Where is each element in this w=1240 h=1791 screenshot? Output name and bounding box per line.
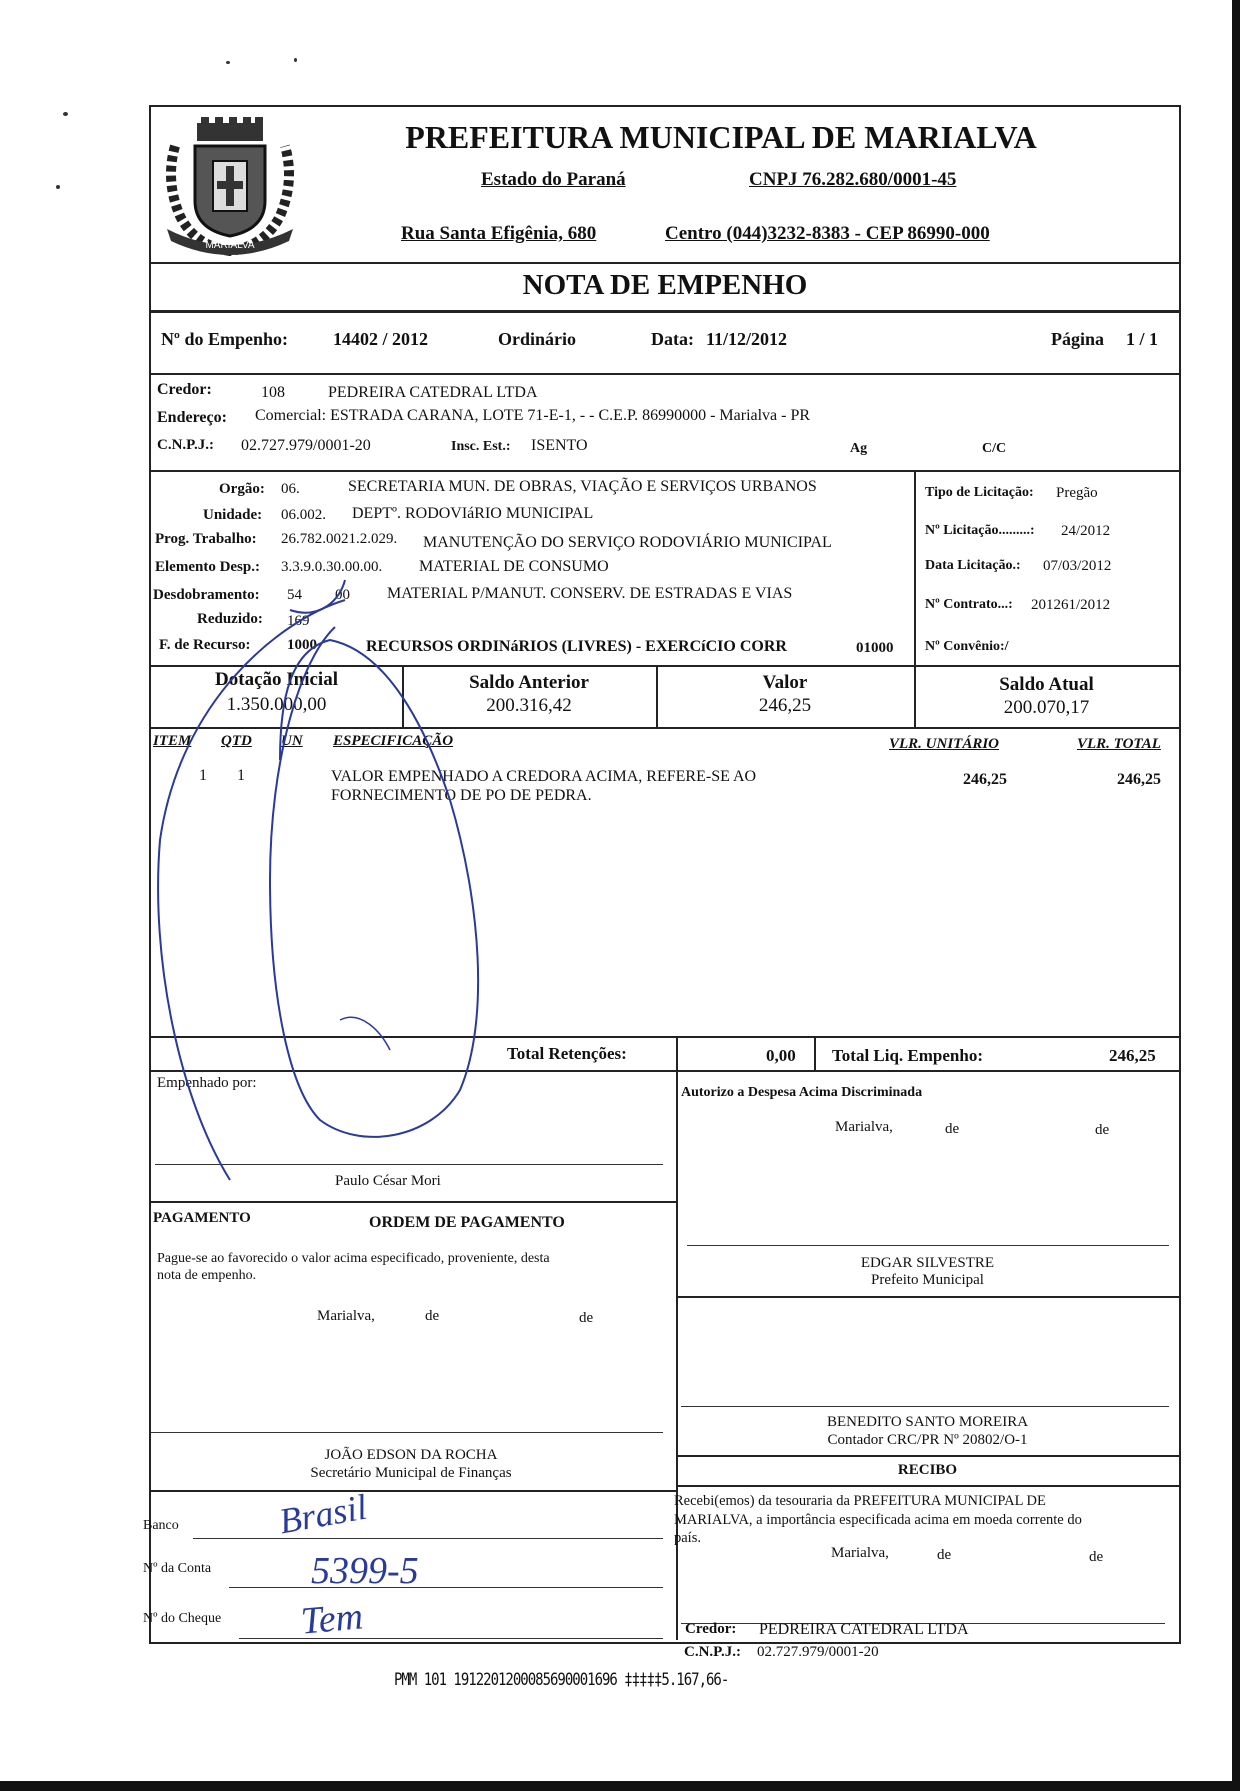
empenhado-name: Paulo César Mori	[335, 1173, 441, 1189]
prefeito-title: Prefeito Municipal	[871, 1272, 984, 1288]
insc-est-label: Insc. Est.:	[451, 439, 511, 454]
orgao-desc: SECRETARIA MUN. DE OBRAS, VIAÇÃO E SERVIÇOS URBANOS	[348, 478, 817, 495]
prog-trabalho-desc: MANUTENÇÃO DO SERVIÇO RODOVIÁRIO MUNICIPAL	[423, 534, 832, 551]
scan-speck	[63, 112, 68, 116]
recurso-label: F. de Recurso:	[159, 637, 251, 653]
total-liq-label: Total Liq. Empenho:	[832, 1046, 983, 1065]
unidade-code: 06.002.	[281, 507, 326, 523]
empenhado-label: Empenhado por:	[157, 1075, 257, 1091]
tipo-licitacao-value: Pregão	[1056, 485, 1098, 501]
elemento-desc: MATERIAL DE CONSUMO	[419, 558, 609, 575]
elemento-label: Elemento Desp.:	[155, 559, 260, 575]
page-title: PREFEITURA MUNICIPAL DE MARIALVA	[405, 119, 1037, 155]
empenho-number: 14402 / 2012	[333, 329, 429, 349]
recibo-city: Marialva,	[831, 1545, 889, 1561]
empenho-date: 11/12/2012	[706, 329, 788, 349]
coat-of-arms-icon	[155, 111, 305, 261]
desdobramento-sub: 00	[335, 587, 350, 603]
district-phone-cep: Centro (044)3232-8383 - CEP 86990-000	[665, 223, 990, 244]
scan-speck	[294, 58, 297, 62]
prefeitura-cnpj: CNPJ 76.282.680/0001-45	[749, 169, 957, 190]
cc-label: C/C	[982, 441, 1007, 456]
banco-label: Banco	[143, 1518, 179, 1533]
num-licitacao-value: 24/2012	[1061, 523, 1111, 539]
conta-label: Nº da Conta	[143, 1561, 212, 1576]
recibo-de-2: de	[1089, 1549, 1104, 1565]
tipo-licitacao-label: Tipo de Licitação:	[925, 485, 1034, 500]
total-liq-value: 246,25	[1109, 1046, 1156, 1065]
retencoes-label: Total Retenções:	[507, 1044, 627, 1063]
dotacao-label: Dotação Inicial	[215, 669, 338, 690]
handwritten-conta: 5399-5	[311, 1550, 419, 1592]
elemento-code: 3.3.9.0.30.00.00.	[281, 559, 383, 575]
pague-line1: Pague-se ao favorecido o valor acima especificado, proveniente, desta	[157, 1251, 550, 1266]
page-label: Página	[1051, 329, 1105, 349]
unidade-desc: DEPTº. RODOVIáRIO MUNICIPAL	[352, 505, 594, 522]
unidade-label: Unidade:	[203, 507, 263, 523]
secretario-title: Secretário Municipal de Finanças	[310, 1465, 512, 1481]
autorizo-label: Autorizo a Despesa Acima Discriminada	[681, 1085, 923, 1100]
dotacao-value: 1.350.000,00	[226, 694, 327, 715]
recibo-label: RECIBO	[897, 1462, 958, 1478]
autorizo-de-1: de	[945, 1121, 960, 1137]
col-header-item: ITEM	[153, 733, 192, 749]
document-title: NOTA DE EMPENHO	[522, 269, 808, 301]
recibo-de-1: de	[937, 1547, 952, 1563]
recurso-code: 1000	[287, 637, 317, 653]
item-spec-line1: VALOR EMPENHADO A CREDORA ACIMA, REFERE-SE AO	[331, 768, 757, 785]
scan-speck	[56, 185, 60, 189]
saldo-atual-value: 200.070,17	[1003, 697, 1090, 718]
secretario-name: JOÃO EDSON DA ROCHA	[324, 1447, 498, 1463]
col-header-un: UN	[281, 733, 303, 749]
prog-trabalho-code: 26.782.0021.2.029.	[281, 531, 398, 547]
contrato-value: 201261/2012	[1031, 597, 1111, 613]
item-total: 246,25	[1117, 771, 1161, 788]
scan-edge-bottom	[0, 1781, 1240, 1791]
creditor-name: PEDREIRA CATEDRAL LTDA	[328, 384, 538, 401]
recibo-line3: país.	[674, 1530, 701, 1546]
recibo-line2: MARIALVA, a importância especificada acima em moeda corrente do	[674, 1512, 1082, 1528]
nota-de-empenho-document	[143, 105, 1181, 1644]
saldo-anterior-label: Saldo Anterior	[469, 672, 589, 693]
empenho-number-label: Nº do Empenho:	[161, 329, 288, 349]
cheque-label: Nº do Cheque	[143, 1611, 222, 1626]
street-address: Rua Santa Efigênia, 680	[401, 223, 597, 244]
valor-label: Valor	[762, 672, 808, 693]
barcode-text: PMM 101 1912201200085690001696 ‡‡‡‡‡5.167,66-	[394, 1670, 729, 1690]
convenio-label: Nº Convênio:/	[925, 639, 1009, 654]
desdobramento-code: 54	[287, 587, 302, 603]
coat-of-arms-banner-text: MARIALVA	[205, 240, 255, 251]
pagamento-city: Marialva,	[317, 1308, 375, 1324]
item-spec-line2: FORNECIMENTO DE PO DE PEDRA.	[331, 787, 592, 804]
handwritten-cheque: Tem	[299, 1595, 365, 1643]
empenho-type: Ordinário	[498, 329, 577, 349]
pagamento-label: PAGAMENTO	[153, 1210, 251, 1226]
reduzido-value: 169	[287, 613, 310, 629]
state-label: Estado do Paraná	[481, 169, 626, 190]
scan-edge-right	[1232, 0, 1240, 1791]
retencoes-value: 0,00	[766, 1046, 796, 1065]
data-licitacao-value: 07/03/2012	[1043, 558, 1112, 574]
prog-trabalho-label: Prog. Trabalho:	[155, 531, 257, 547]
pagamento-de-2: de	[579, 1310, 594, 1326]
creditor-address-label: Endereço:	[157, 409, 227, 426]
recibo-cnpj-label: C.N.P.J.:	[684, 1644, 741, 1660]
contador-title: Contador CRC/PR Nº 20802/O-1	[827, 1432, 1028, 1448]
creditor-address: Comercial: ESTRADA CARANA, LOTE 71-E-1, - - C.E.P. 86990000 - Marialva - PR	[255, 407, 811, 424]
handwritten-banco: Brasil	[276, 1486, 370, 1542]
pagamento-de-1: de	[425, 1308, 440, 1324]
col-header-total: VLR. TOTAL	[1077, 736, 1161, 752]
creditor-cnpj-label: C.N.P.J.:	[157, 437, 214, 453]
empenho-date-label: Data:	[651, 329, 694, 349]
autorizo-city: Marialva,	[835, 1119, 893, 1135]
saldo-anterior-value: 200.316,42	[486, 695, 572, 716]
ag-label: Ag	[850, 441, 868, 456]
reduzido-label: Reduzido:	[197, 611, 263, 627]
autorizo-de-2: de	[1095, 1122, 1110, 1138]
item-number: 1	[199, 767, 207, 784]
recibo-line1: Recebi(emos) da tesouraria da PREFEITURA MUNICIPAL DE	[674, 1493, 1046, 1509]
col-header-spec: ESPECIFICAÇÃO	[333, 733, 454, 749]
orgao-code: 06.	[281, 481, 300, 497]
ordem-pagamento-label: ORDEM DE PAGAMENTO	[369, 1214, 565, 1231]
prefeito-name: EDGAR SILVESTRE	[860, 1255, 995, 1271]
creditor-code: 108	[261, 384, 285, 401]
desdobramento-desc: MATERIAL P/MANUT. CONSERV. DE ESTRADAS E VIAS	[387, 585, 793, 602]
creditor-cnpj: 02.727.979/0001-20	[241, 437, 371, 454]
data-licitacao-label: Data Licitação.:	[925, 558, 1021, 573]
recibo-cnpj-value: 02.727.979/0001-20	[757, 1644, 879, 1660]
pague-line2: nota de empenho.	[157, 1268, 257, 1283]
item-qtd: 1	[237, 767, 245, 784]
desdobramento-label: Desdobramento:	[153, 587, 260, 603]
recibo-credor-name: PEDREIRA CATEDRAL LTDA	[759, 1621, 969, 1638]
recurso-number: 01000	[856, 640, 894, 656]
creditor-label: Credor:	[157, 381, 212, 398]
col-header-unit-price: VLR. UNITÁRIO	[889, 736, 1000, 752]
contador-name: BENEDITO SANTO MOREIRA	[826, 1414, 1029, 1430]
recibo-credor-label: Credor:	[685, 1621, 737, 1637]
valor-value: 246,25	[758, 695, 812, 716]
recurso-desc: RECURSOS ORDINáRIOS (LIVRES) - EXERCíCIO CORR	[366, 638, 787, 655]
saldo-atual-label: Saldo Atual	[999, 674, 1094, 695]
contrato-label: Nº Contrato...:	[925, 597, 1013, 612]
orgao-label: Orgão:	[219, 481, 265, 497]
num-licitacao-label: Nº Licitação.........:	[925, 523, 1035, 538]
insc-est-value: ISENTO	[531, 437, 588, 454]
page-number: 1 / 1	[1126, 329, 1159, 349]
item-unit-price: 246,25	[963, 771, 1007, 788]
scan-speck	[226, 61, 230, 64]
col-header-qtd: QTD	[221, 733, 252, 749]
